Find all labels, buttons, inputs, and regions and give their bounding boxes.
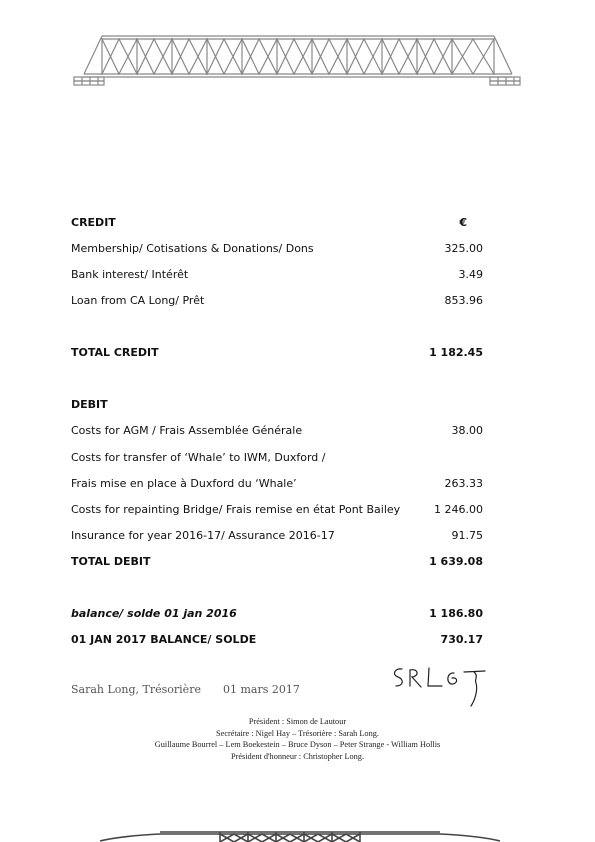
total-credit-row (71, 345, 483, 361)
debit-amount: 263.33 (444, 477, 483, 490)
debit-label: Costs for repainting Bridge/ Frais remise en état Pont Bailey (71, 503, 401, 516)
footer-secretary-treasurer: Secrétaire : Nigel Hay – Trésorière : Sarah Long. (216, 728, 379, 738)
closing-balance-label: 01 JAN 2017 BALANCE/ SOLDE (71, 633, 257, 646)
bailey-bridge-icon (72, 30, 524, 88)
credit-amount: 853.96 (444, 294, 483, 307)
total-debit-amount: 1 639.08 (429, 555, 483, 568)
footer-officers (0, 716, 595, 762)
credit-amount: 3.49 (458, 268, 483, 281)
debit-row (71, 502, 483, 518)
credit-amount: 325.00 (444, 242, 483, 255)
credit-label: Bank interest/ Intérêt (71, 268, 189, 281)
treasurer-name: Sarah Long, Trésorière (71, 683, 201, 696)
handwritten-signature (388, 662, 488, 712)
currency-symbol: € (459, 216, 467, 229)
credit-heading: CREDIT (71, 216, 116, 229)
signature-date: 01 mars 2017 (222, 683, 300, 696)
footer-president: Président : Simon de Lautour (248, 717, 347, 726)
debit-label: Costs for AGM / Frais Assemblée Générale (71, 424, 303, 437)
debit-row (71, 423, 483, 439)
debit-amount: 38.00 (451, 424, 483, 437)
opening-balance-amount: 1 186.80 (429, 607, 483, 620)
closing-balance-amount: 730.17 (440, 633, 483, 646)
total-credit-amount: 1 182.45 (429, 346, 483, 359)
bailey-bridge-icon (100, 826, 500, 842)
debit-row (71, 528, 483, 544)
total-debit-row (71, 554, 483, 570)
credit-row (71, 267, 483, 283)
opening-balance-row (71, 606, 483, 622)
opening-balance-label: balance/ solde 01 jan 2016 (71, 607, 237, 620)
debit-label: Costs for transfer of ‘Whale’ to IWM, Duxford / (71, 451, 326, 464)
debit-row (71, 476, 483, 492)
credit-label: Membership/ Cotisations & Donations/ Dons (71, 242, 314, 255)
credit-header-row (71, 215, 483, 231)
debit-amount: 1 246.00 (434, 503, 483, 516)
debit-header-row (71, 397, 483, 413)
debit-amount: 91.75 (451, 529, 483, 542)
credit-label: Loan from CA Long/ Prêt (71, 294, 205, 307)
debit-heading: DEBIT (71, 398, 108, 411)
debit-label: Insurance for year 2016-17/ Assurance 2016-17 (71, 529, 335, 542)
total-debit-label: TOTAL DEBIT (71, 555, 151, 568)
debit-label: Frais mise en place à Duxford du ‘Whale’ (71, 477, 297, 490)
debit-row (71, 450, 483, 466)
footer-honorary-president: Président d'honneur : Christopher Long. (230, 751, 365, 761)
credit-row (71, 241, 483, 257)
closing-balance-row (71, 632, 483, 648)
total-credit-label: TOTAL CREDIT (71, 346, 159, 359)
signature-line (71, 683, 322, 696)
credit-row (71, 293, 483, 309)
footer-committee: Guillaume Bourrel – Lem Boekestein – Bruce Dyson – Peter Strange - William Hollis (154, 740, 441, 749)
